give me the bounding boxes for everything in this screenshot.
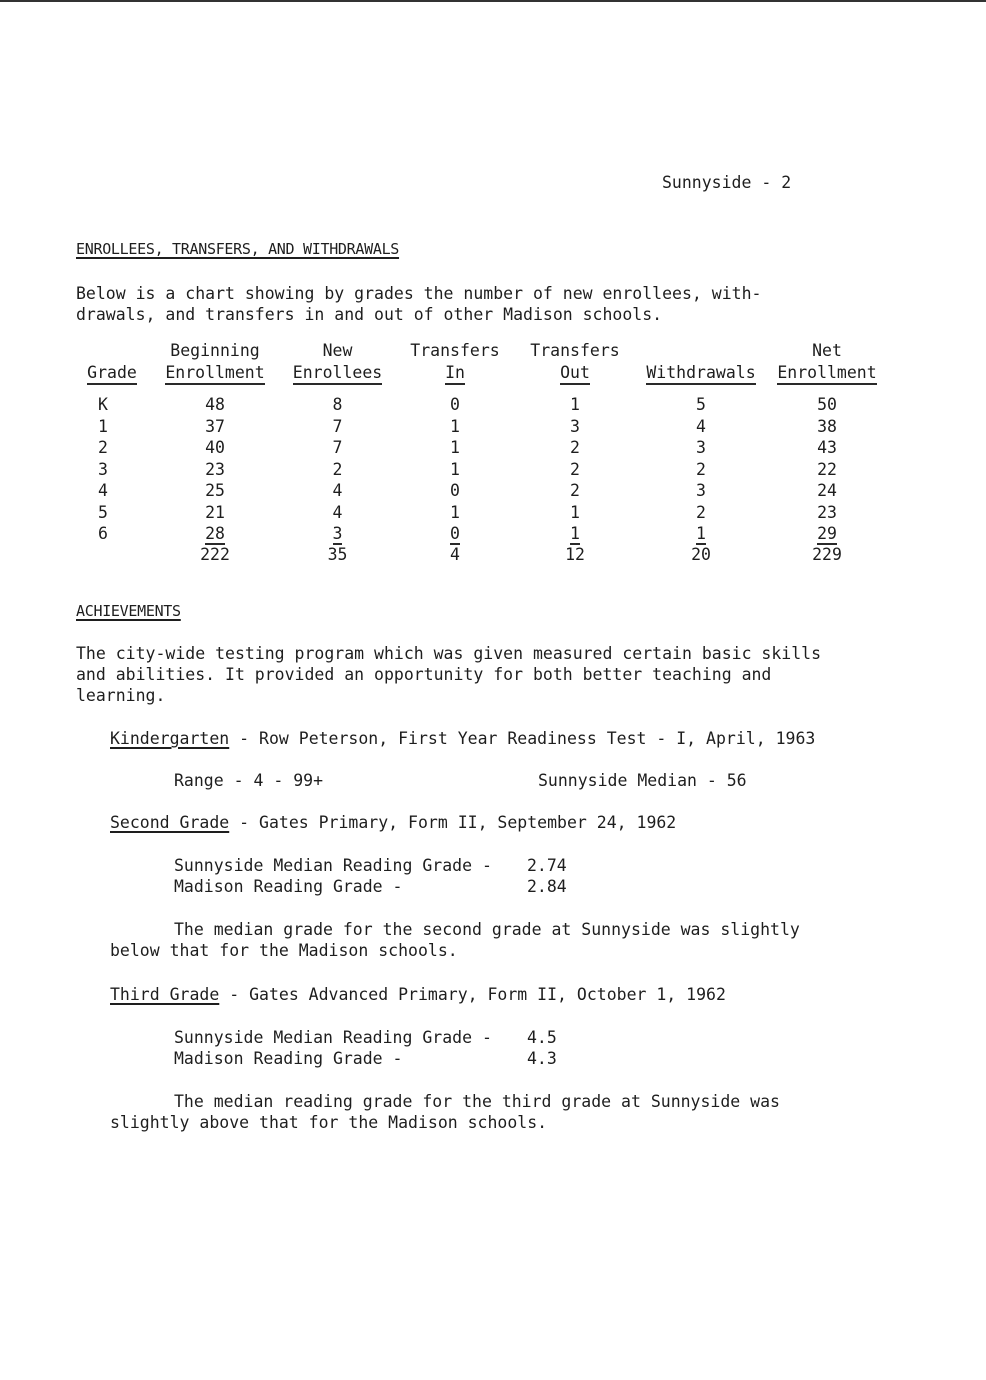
kindergarten-test-line [110,729,815,748]
second-grade-note-line-1: The median grade for the second grade at Sunnyside was slightly [174,920,800,939]
section-heading-achievements: ACHIEVEMENTS [76,602,181,620]
header-beginning-enrollment: Beginning Enrollment [150,340,280,394]
kindergarten-range: Range - 4 - 99+ [174,771,324,790]
kindergarten-test-desc: - Row Peterson, First Year Readiness Test - I, April, 1963 [229,729,816,748]
header-new-enrollees: New Enrollees [280,340,395,394]
table-header-row [74,340,887,394]
header-transfers-out: Transfers Out [515,340,635,394]
second-grade-madison-value: 2.84 [527,877,567,896]
third-grade-sunnyside-label: Sunnyside Median Reading Grade - [174,1028,492,1047]
third-grade-sunnyside-value: 4.5 [527,1028,557,1047]
second-grade-label: Second Grade [110,813,230,832]
achievements-intro-line-3: learning. [76,686,166,705]
header-transfers-in: Transfers In [395,340,515,394]
third-grade-madison-value: 4.3 [527,1049,557,1068]
kindergarten-median: Sunnyside Median - 56 [538,771,747,790]
table-row: 6 28 3 0 1 1 29 [98,524,837,543]
third-grade-label: Third Grade [110,985,220,1004]
table-row: K 48 8 0 1 5 50 [98,395,837,414]
table-row: 2 40 7 1 2 3 43 [98,438,837,457]
page-label: Sunnyside - 2 [662,173,792,192]
enrollees-intro-line-1: Below is a chart showing by grades the number of new enrollees, with- [76,284,762,303]
second-grade-sunnyside-label: Sunnyside Median Reading Grade - [174,856,492,875]
header-withdrawals: Withdrawals [635,340,767,394]
achievements-intro [76,643,821,706]
table-row: 3 23 2 1 2 2 22 [98,459,837,479]
table-row: 5 21 4 1 1 2 23 [98,502,837,522]
third-grade-madison-label: Madison Reading Grade - [174,1049,403,1068]
enrollment-table [74,340,887,566]
table-row: 1 37 7 1 3 4 38 [98,416,837,436]
third-grade-test-line [110,985,726,1004]
enrollees-intro [76,283,761,325]
header-grade: Grade [74,340,150,394]
enrollees-intro-line-2: drawals, and transfers in and out of other Madison schools. [76,305,663,324]
third-grade-test-desc: - Gates Advanced Primary, Form II, October 1, 1962 [219,985,726,1004]
second-grade-sunnyside-value: 2.74 [527,856,567,875]
second-grade-test-desc: - Gates Primary, Form II, September 24, 1962 [229,813,677,832]
section-heading-enrollees: ENROLLEES, TRANSFERS, AND WITHDRAWALS [76,240,400,258]
third-grade-note-line-1: The median reading grade for the third grade at Sunnyside was [174,1092,780,1111]
table-row: 4 25 4 0 2 3 24 [98,481,837,500]
third-grade-note-line-2: slightly above that for the Madison schools. [110,1113,548,1132]
header-net-enrollment: Net Enrollment [767,340,887,394]
second-grade-test-line [110,813,676,832]
second-grade-madison-label: Madison Reading Grade - [174,877,403,896]
totals-row: 222 35 4 12 20 229 [200,545,842,565]
third-grade-note [110,1091,780,1133]
kindergarten-label: Kindergarten [110,729,230,748]
achievements-intro-line-1: The city-wide testing program which was given measured certain basic skills [76,644,822,663]
achievements-intro-line-2: and abilities. It provided an opportunity for both better teaching and [76,665,772,684]
page-top-edge [0,0,986,2]
second-grade-note [110,919,800,961]
second-grade-note-line-2: below that for the Madison schools. [110,941,458,960]
